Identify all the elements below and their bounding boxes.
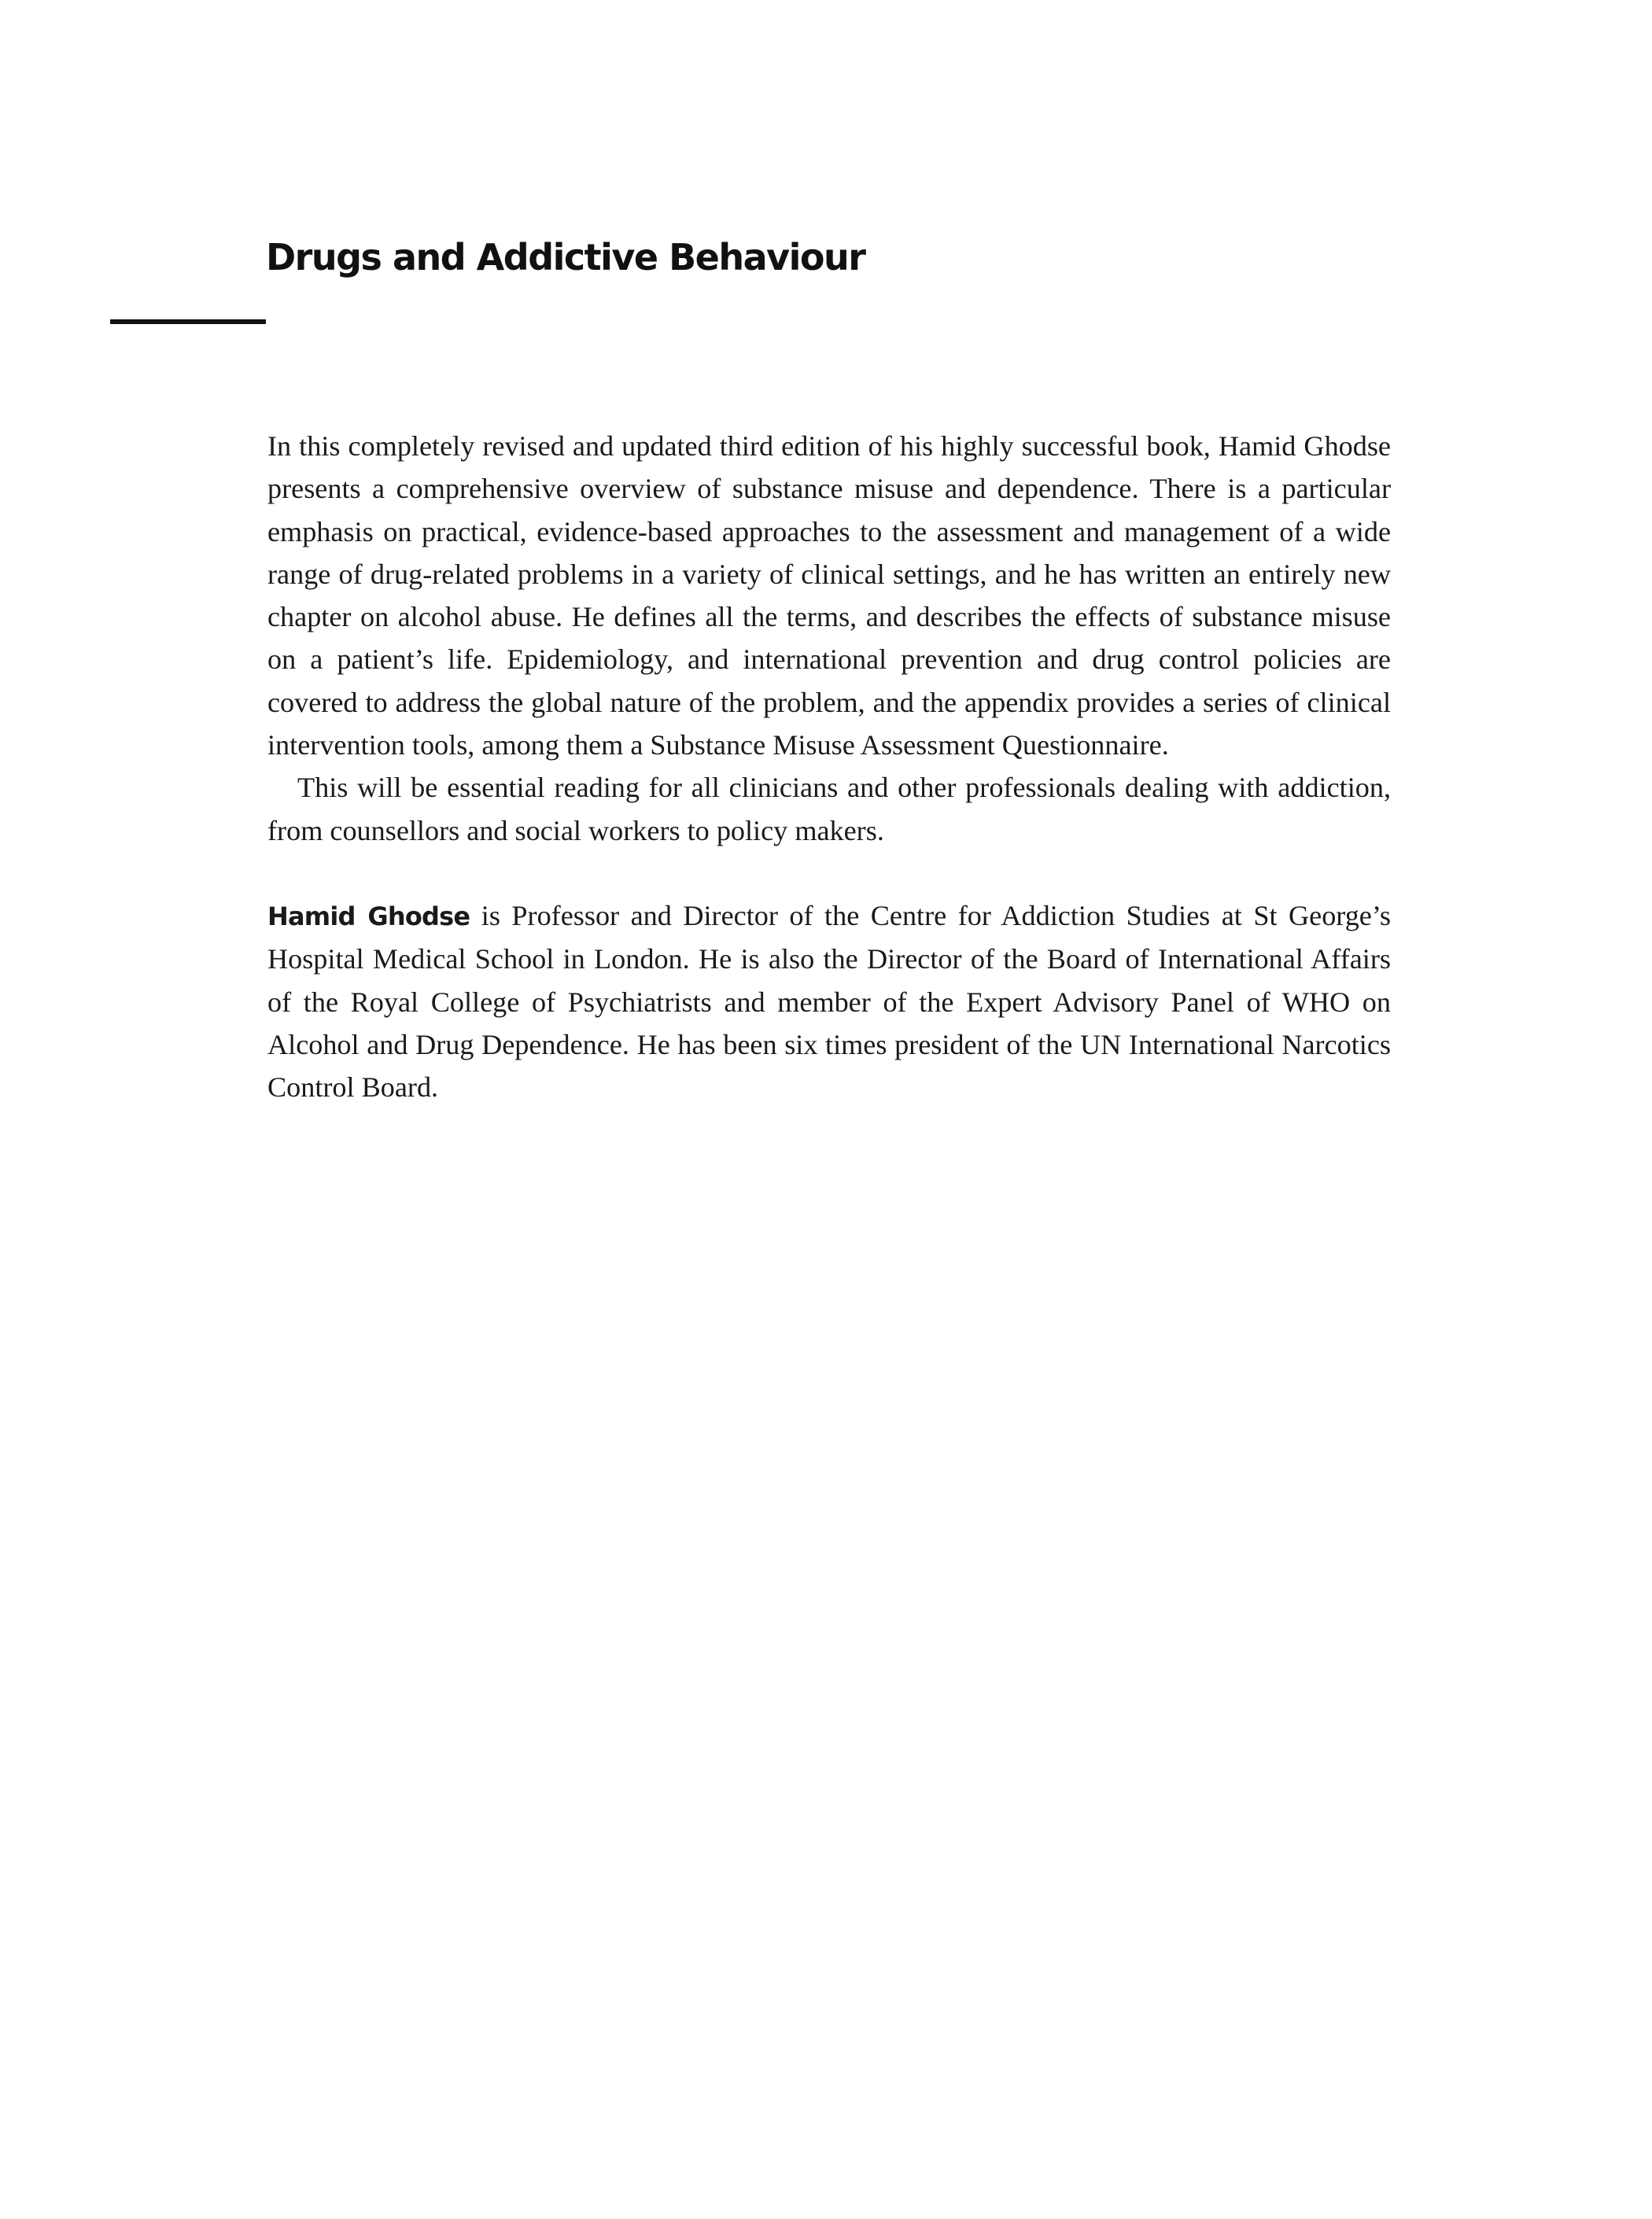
- author-name: Hamid Ghodse: [267, 901, 470, 931]
- book-title: Drugs and Addictive Behaviour: [266, 236, 865, 278]
- description-paragraph-2: This will be essential reading for all clinicians and other professionals dealing with addiction, from counsellors and social workers to policy makers.: [267, 772, 1391, 846]
- author-bio-paragraph: [267, 894, 1391, 1108]
- content-body: [267, 425, 1391, 1108]
- description-paragraph-1: In this completely revised and updated third edition of his highly successful book, Hamid Ghodse presents a comprehensive overview of substance misuse and dependence. There is a particular emphasis on practical, evidence-based approaches to the assessment and management of a wide range of drug-related problems in a variety of clinical settings, and he has written an entirely new chapter on alcohol abuse. He defines all the terms, and describes the effects of substance misuse on a patient’s life. Epidemiology, and international prevention and drug control policies are covered to address the global nature of the problem, and the appendix provides a series of clinical intervention tools, among them a Substance Misuse Assessment Questionnaire.: [267, 430, 1391, 761]
- title-rule: [110, 319, 266, 324]
- author-bio: is Professor and Director of the Centre for Addiction Studies at St George’s Hospital Medical School in London. He is also the Director of the Board of International Affairs of the Royal College of Psychiatrists and member of the Expert Advisory Panel of WHO on Alcohol and Drug Dependence. He has been six times president of the UN International Narcotics Control Board.: [267, 899, 1391, 1104]
